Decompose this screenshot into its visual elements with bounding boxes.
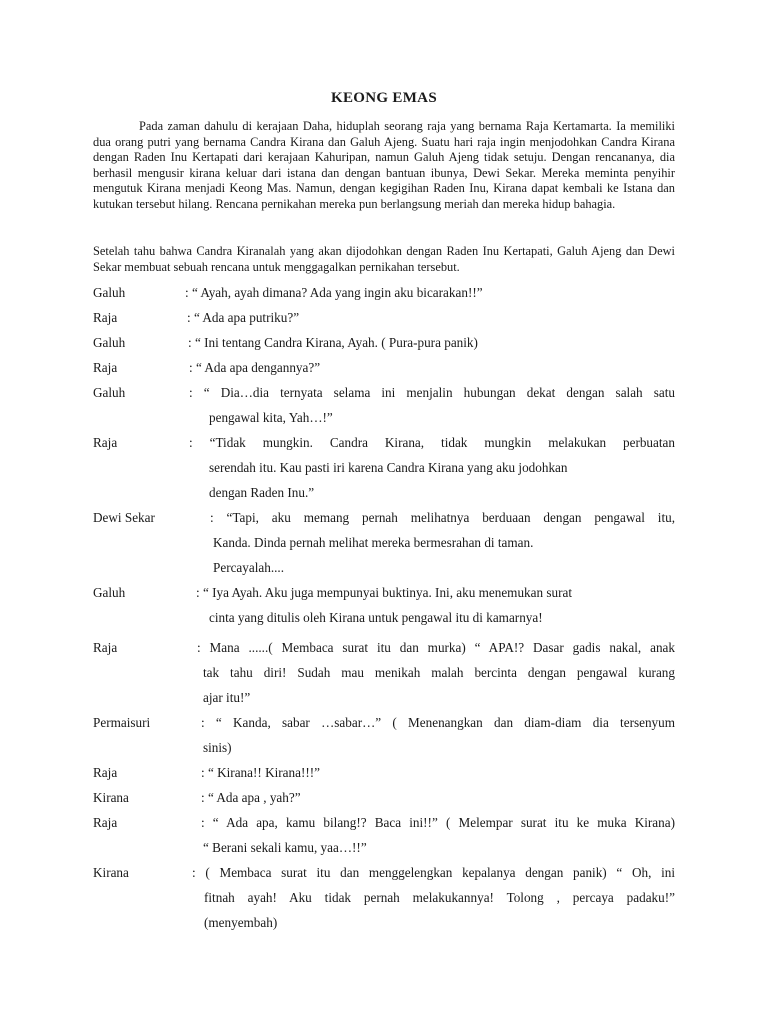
dialogue-line: : Mana ......( Membaca surat itu dan murka) “ APA!? Dasar gadis nakal, anak bbox=[197, 640, 675, 655]
dialogue-continuation: fitnah ayah! Aku tidak pernah melakukannya! Tolong , percaya padaku!” bbox=[204, 890, 675, 905]
speaker-name: Permaisuri bbox=[93, 715, 151, 730]
dialogue-line: : “Tapi, aku memang pernah melihatnya berduaan dengan pengawal itu, bbox=[210, 510, 675, 525]
dialogue-continuation: serendah itu. Kau pasti iri karena Candra Kirana yang aku jodohkan bbox=[209, 460, 568, 475]
speaker-name: Galuh bbox=[93, 285, 126, 300]
dialogue-line: : “ Ada apa, kamu bilang!? Baca ini!!” ( Melempar surat itu ke muka Kirana) bbox=[201, 815, 675, 830]
dialogue-continuation: (menyembah) bbox=[204, 915, 278, 930]
dialogue-continuation: pengawal kita, Yah…!” bbox=[209, 410, 333, 425]
dialogue-line: : “ Ada apa putriku?” bbox=[187, 310, 300, 325]
dialogue-continuation: tak tahu diri! Sudah mau menikah malah bercinta dengan pengawal kurang bbox=[203, 665, 675, 680]
speaker-name: Raja bbox=[93, 640, 118, 655]
dialogue-line: : “Tidak mungkin. Candra Kirana, tidak mungkin melakukan perbuatan bbox=[189, 435, 675, 450]
speaker-name: Raja bbox=[93, 360, 118, 375]
dialogue-line: : “ Ada apa dengannya?” bbox=[189, 360, 321, 375]
dialogue-line: : “ Iya Ayah. Aku juga mempunyai buktinya. Ini, aku menemukan surat bbox=[196, 585, 573, 600]
dialogue-continuation: sinis) bbox=[203, 740, 232, 755]
dialogue-line: : “ Ini tentang Candra Kirana, Ayah. ( Pura-pura panik) bbox=[188, 335, 478, 350]
speaker-name: Kirana bbox=[93, 865, 129, 880]
speaker-name: Raja bbox=[93, 310, 118, 325]
speaker-name: Dewi Sekar bbox=[93, 510, 155, 525]
speaker-name: Galuh bbox=[93, 585, 126, 600]
dialogue-continuation: ajar itu!” bbox=[203, 690, 251, 705]
dialogue-continuation: “ Berani sekali kamu, yaa…!!” bbox=[203, 840, 367, 855]
document-title: KEONG EMAS bbox=[331, 90, 437, 106]
speaker-name: Raja bbox=[93, 435, 118, 450]
dialogue-line: : “ Ada apa , yah?” bbox=[201, 790, 301, 805]
dialogue-continuation: Kanda. Dinda pernah melihat mereka bermesrahan di taman. bbox=[213, 535, 534, 550]
speaker-name: Kirana bbox=[93, 790, 129, 805]
dialogue-continuation: Percayalah.... bbox=[213, 560, 285, 575]
speaker-name: Raja bbox=[93, 765, 118, 780]
speaker-name: Raja bbox=[93, 815, 118, 830]
dialogue-continuation: dengan Raden Inu.” bbox=[209, 485, 315, 500]
dialogue-line: : ( Membaca surat itu dan menggelengkan kepalanya dengan panik) “ Oh, ini bbox=[192, 865, 675, 880]
dialogue-line: : “ Dia…dia ternyata selama ini menjalin hubungan dekat dengan salah satu bbox=[189, 385, 675, 400]
dialogue-continuation: cinta yang ditulis oleh Kirana untuk pengawal itu di kamarnya! bbox=[209, 610, 543, 625]
dialogue-line: : “ Ayah, ayah dimana? Ada yang ingin aku bicarakan!!” bbox=[185, 285, 483, 300]
speaker-name: Galuh bbox=[93, 335, 126, 350]
dialogue-line: : “ Kanda, sabar …sabar…” ( Menenangkan dan diam-diam dia tersenyum bbox=[201, 715, 675, 730]
intro-paragraph-1: Pada zaman dahulu di kerajaan Daha, hiduplah seorang raja yang bernama Raja Kertamarta. Ia memiliki dua orang putri yang bernama Candra Kirana dan Galuh Ajeng. Suatu hari raja ingin menjodohkan Candra Kirana dengan Raden Inu Kertapati dari kerajaan Kahuripan, namun Galuh Ajeng tidak setuju. Dengan rencananya, dia berhasil mengusir kirana keluar dari istana dan dengan bantuan ibunya, Dewi Sekar. Mereka meminta penyihir mengutuk Kirana menjadi Keong Mas. Namun, dengan kegigihan Raden Inu, Kirana dapat kembali ke Istana dan kutukan tersebut hilang. Rencana pernikahan mereka pun berlangsung meriah dan mereka hidup bahagia. bbox=[93, 119, 675, 211]
speaker-name: Galuh bbox=[93, 385, 126, 400]
intro-paragraph-2: Setelah tahu bahwa Candra Kiranalah yang akan dijodohkan dengan Raden Inu Kertapati, Galuh Ajeng dan Dewi Sekar membuat sebuah rencana untuk menggagalkan pernikahan tersebut. bbox=[93, 244, 675, 274]
dialogue-line: : “ Kirana!! Kirana!!!” bbox=[201, 765, 320, 780]
